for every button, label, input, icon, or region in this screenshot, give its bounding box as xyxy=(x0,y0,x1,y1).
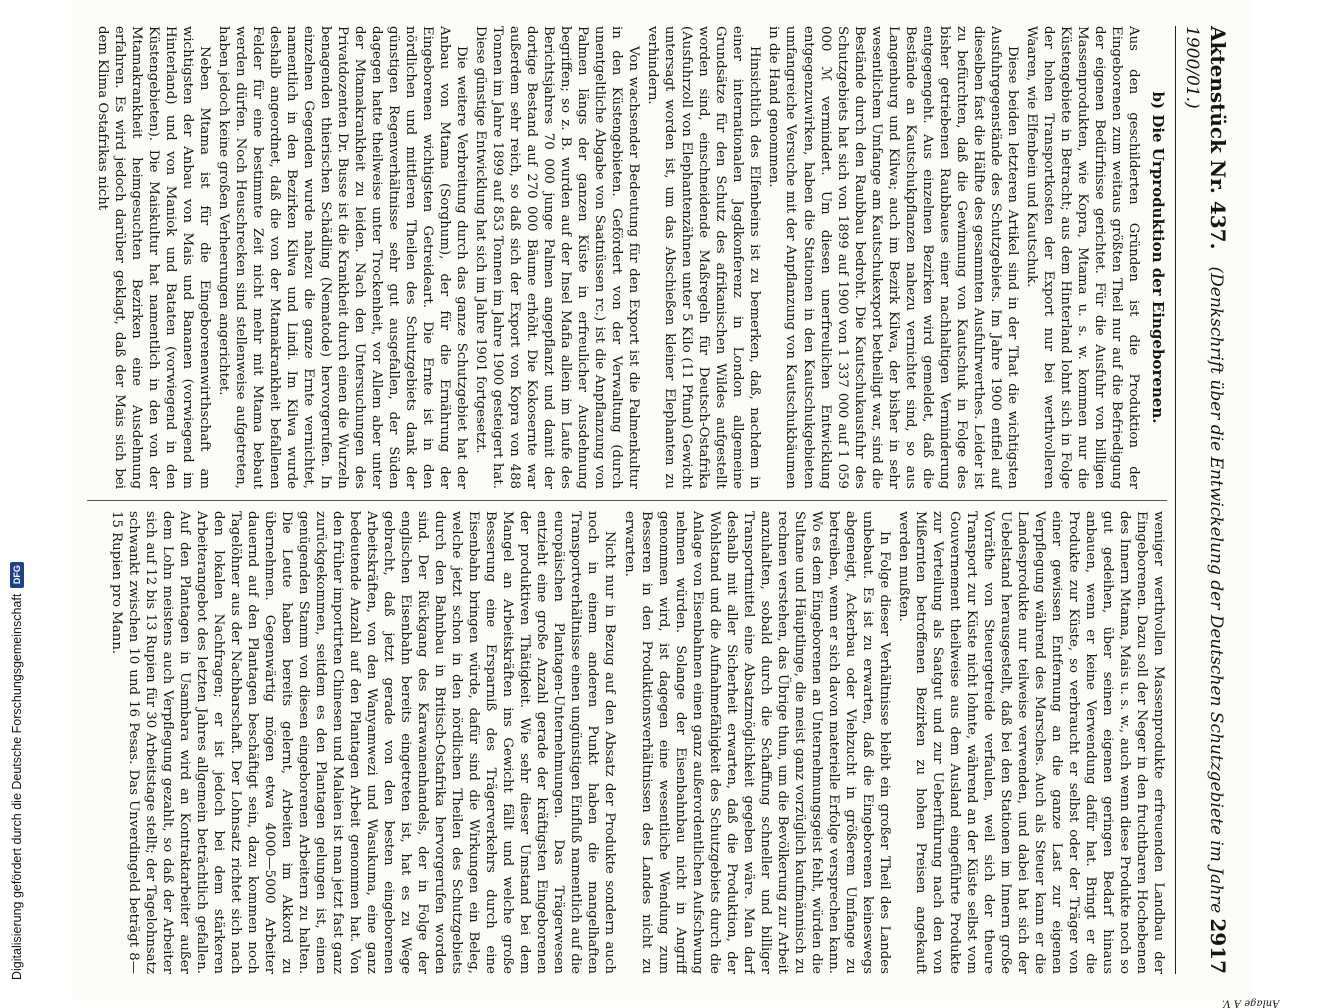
left-column xyxy=(87,26,1167,489)
header-title-group xyxy=(1182,26,1230,918)
page-title: Aktenstück Nr. 437. xyxy=(1206,26,1230,250)
section-title: b) Die Urproduktion der Eingeborenen. xyxy=(1149,91,1167,424)
paragraph: Hinsichtlich des Elfenbeins ist zu bemerken, daß, nachdem in einer internationalen Jagdkonferenz in London allgemeine Grundsätze für den Schutz des afrikanischen Wildes aufgestellt worden sind, einschneidende Maßregeln für Deutsch-Ostafrika (Ausfuhrzoll von Elephantenzähnen unter 5 Kilo (11 Pfund) Gewicht untersagt worden ist, um das Abschießen kleiner Elephanten zu verhindern. xyxy=(645,26,763,489)
paragraph: weniger werthvollen Massenprodukte erfreuenden Landbau der Eingeborenen. Dazu soll der Neger in den fruchtbaren Hochebenen des Innern Mtama, Mais u. s. w., auch wenn diese Produkte noch so gut gedeihen, über seinen eigenen geringen Bedarf hinaus anbauen, wenn er keine Verwendung dafür hat. Bringt er die Produkte zur Küste, so verbraucht er selbst oder der Träger von einer gewissen Entfernung an die ganze Last zur eigenen Verpflegung während des Marsches. Auch als Steuer kann er die Landesprodukte nur teilweise verwenden, und dabei hat sich der Uebelstand herausgestellt, daß bei den Stationen im Innern große Vorräthe von Steuergetreide verfaulen, weil sich der theure Transport zur Küste nicht lohnte, während an der Küste selbst vom Gouvernement theilweise aus dem Ausland eingeführte Produkte zur Verteilung als Saatgut und zur Ueberführung nach den von Mißernten betroffenen Bezirken zu hohen Preisen angekauft werden mußten. xyxy=(895,511,1166,974)
paragraph: Von wachsender Bedeutung für den Export ist die Palmenkultur in den Küstengebieten. Gefördert von der Verwaltung (durch unentgeltliche Abgabe von Saatnüssen rc.) ist die Anpflanzung von Palmen längs der ganzen Küste in erfreulicher Ausdehnung begriffen; so z. B. wurden auf der Insel Mafia allein im Laufe des Berichtsjahres 70 000 junge Palmen angepflanzt und damit der dortige Bestand auf 270 000 Bäume erhöht. Die Kokosernte war außerdem sehr reich, so daß sich der Export von Kopra von 488 Tonnen im Jahre 1899 auf 853 Tonnen im Jahre 1900 gesteigert hat. Diese günstige Entwicklung hat sich im Jahre 1901 fortgesetzt. xyxy=(473,26,642,489)
text-columns xyxy=(87,26,1167,974)
digitization-credit xyxy=(0,0,28,1000)
page-subtitle: (Denkschrift über die Entwickelung der Deutschen Schutzgebiete im Jahre 1900/01.) xyxy=(1182,26,1226,914)
paragraph: Aus den geschilderten Gründen ist die Produktion der Eingeborenen zum weitaus größten Theil nur auf die Befriedigung der eigenen Bedürfnisse gerichtet. Für die Ausfuhr von billigen Massenprodukten, wie Kopra, Mtama u. s. w. kommen nur die Küstengebiete in Betracht; aus dem Hinterland lohnt sich in Folge der hohen Transportkosten der Export nur bei werthvolleren Waaren, wie Elfenbein und Kautschuk. xyxy=(1023,26,1141,489)
page-header xyxy=(1175,26,1230,974)
column-divider xyxy=(87,500,1167,501)
right-column xyxy=(87,511,1167,974)
paragraph: In Folge dieser Verhältnisse bleibt ein großer Theil des Landes unbebaut. Es ist zu erwarten, daß die Eingeborenen keineswegs abgeneigt, Ackerbau oder Viehzucht in größerem Umfange zu betreiben, wenn er sich davon materielle Erfolge versprechen kann. Wo es dem Eingeborenen an Unternehmungsgeist fehlt, würden die Sultane und Häuptlinge, die meist ganz vorzüglich kaufmännisch zu rechnen verstehen, das Übrige thun, um die Bevölkerung zur Arbeit anzuhalten, sobald durch die Schaffung schneller und billiger Transportmittel eine Absatzmöglichkeit gegeben wäre. Man darf deshalb mit aller Sicherheit erwarten, daß die Produktion, der Wohlstand und die Aufnahmefähigkeit des Schutzgebiets durch die Anlage von Eisenbahnen einen ganz außerordentlichen Aufschwung nehmen würden. Solange der Eisenbahnbau nicht in Angriff genommen wird, ist dagegen eine wesentliche Wendung zum Besseren in den Produktionsverhältnissen des Landes nicht zu erwarten. xyxy=(621,511,892,974)
paragraph: Neben Mtama ist für die Eingeborenenwirthschaft am wichtigsten der Anbau von Mais und Bananen (vorwiegend im Hinterland) und von Maniok und Bataten (vorwiegend in den Küstengebieten). Die Maiskultur hat namentlich in den von der Mtamakrankheit heimgesuchten Bezirken eine Ausdehnung erfahren. Es wird jedoch darüber geklagt, daß der Mais sich bei dem Klima Ostafrikas nicht xyxy=(94,26,212,489)
credit-text: Digitalisierung gefördert durch die Deutsche Forschungsgemeinschaft xyxy=(10,593,24,980)
margin-note: Anlage A V. xyxy=(1222,997,1280,1008)
page-number: 2917 xyxy=(1206,918,1230,974)
paragraph: Nicht nur in Bezug auf den Absatz der Produkte sondern auch noch in einem anderen Punkt haben die mangelhaften Transportverhältnisse einen ungünstigen Einfluß namentlich auf die europäischen Plantagen-Unternehmungen. Das Trägerwesen entzieht eine große Anzahl gerade der kräftigsten Eingeborenen der produktiven Thätigkeit. Wie sehr dieser Umstand bei dem Mangel an Arbeitskräften ins Gewicht fällt und welche große Besserung eine Ersparniß des Trägerverkehrs durch eine Eisenbahn bringen würde, dafür sind die Wirkungen ein Beleg, welche jetzt schon in den nördlichen Theilen des Schutzgebiets durch den Bahnbau in Britisch-Ostafrika hervorgerufen worden sind. Der Rückgang des Karawanenhandels, der in Folge der englischen Eisenbahn bereits eingetreten ist, hat es zu Wege gebracht, daß jetzt gerade von den besten eingeborenen Arbeitskräften, von den Wanyamwezi und Wasukuma, eine ganz bedeutende Anzahl auf den Plantagen Arbeit genommen hat. Von den früher importirten Chinesen und Malaien ist man jetzt fast ganz zurückgekommen, seitdem es den Plantagen gelungen ist, einen genügenden Stamm von diesen eingeborenen Arbeitern zu halten. Die Leute haben bereits gelernt, Arbeiten im Akkord zu übernehmen. Gegenwärtig mögen etwa 4000—5000 Arbeiter dauernd auf den Plantagen beschäftigt sein, dazu kommen noch Tagelöhner aus der Nachbarschaft. Der Lohnsatz richtet sich nach den lokalen Nachfragen; er ist jedoch bei dem stärkeren Arbeiterangebot des letzten Jahres allgemein beträchtlich gefallen. Auf den Plantagen in Usambara wird an Kontraktarbeiter außer dem Lohn meistens auch Verpflegung gezahlt, so daß der Arbeiter sich auf 12 bis 13 Rupien für 30 Arbeitstage stellt; der Tagelohnsatz schwankt zwischen 10 und 16 Pesas. Das Unverdingeld beträgt 8—15 Rupien pro Mann. xyxy=(109,511,618,974)
document-page xyxy=(72,0,1280,1008)
dfg-logo: DFG xyxy=(10,562,24,588)
paragraph: Diese beiden letzteren Artikel sind in der That die wichtigsten Ausfuhrgegenstände des Schutzgebiets. Im Jahre 1900 entfiel auf dieselben fast die Hälfte des gesammten Ausfuhrwerthes. Leider ist zu befürchten, daß die Gewinnung von Kautschuk in Folge des bisher getriebenen Raubbaues einer nachhaltigen Verminderung entgegengeht. Aus einzelnen Bezirken wird gemeldet, daß die Bestände an Kautschukpflanzen nahezu vernichtet sind, so aus Langenburg und Kilwa; auch im Bezirk Kilwa, der bisher in sehr wesentlichem Umfange am Kautschukexport betheiligt war, sind die Bestände durch den Raubbau bedroht. Die Kautschukausfuhr des Schutzgebiets hat sich von 1899 auf 1900 von 1 337 000 auf 1 059 000 ℳ vermindert. Um diesen unerfreulichen Entwicklung entgegenzuwirken, haben die Stationen in den Kautschukgebieten umfangreiche Versuche mit der Anpflanzung von Kautschukbäumen in die Hand genommen. xyxy=(766,26,1020,489)
paragraph: Die weitere Verbreitung durch das ganze Schutzgebiet hat der Anbau von Mtama (Sorghum), der für die Ernährung der Eingeborenen wichtigsten Getreideart. Die Ernte ist in den nördlichen und mittleren Theilen des Schutzgebiets dank der günstigen Regenverhältnisse sehr gut ausgefallen, der Süden dagegen hatte theilweise unter Trockenheit, vor Allem aber unter der Mtamakrankheit zu leiden. Nach den Untersuchungen des Privatdozenten Dr. Busse ist die Krankheit durch einen die Wurzeln benagenden thierischen Schädling (Nematode) hervorgerufen. In einzelnen Gegenden wurde nahezu die ganze Ernte vernichtet, namentlich in den Bezirken Kilwa und Lindi. Im Kilwa wurde deshalb angeordnet, daß die von der Mtamakrankheit befallenen Felder für eine bestimmte Zeit nicht mehr mit Mtama bebaut werden dürfen. Noch Heuschrecken sind stellenweise aufgetreten, haben jedoch keine großen Verheerungen angerichtet. xyxy=(215,26,470,489)
